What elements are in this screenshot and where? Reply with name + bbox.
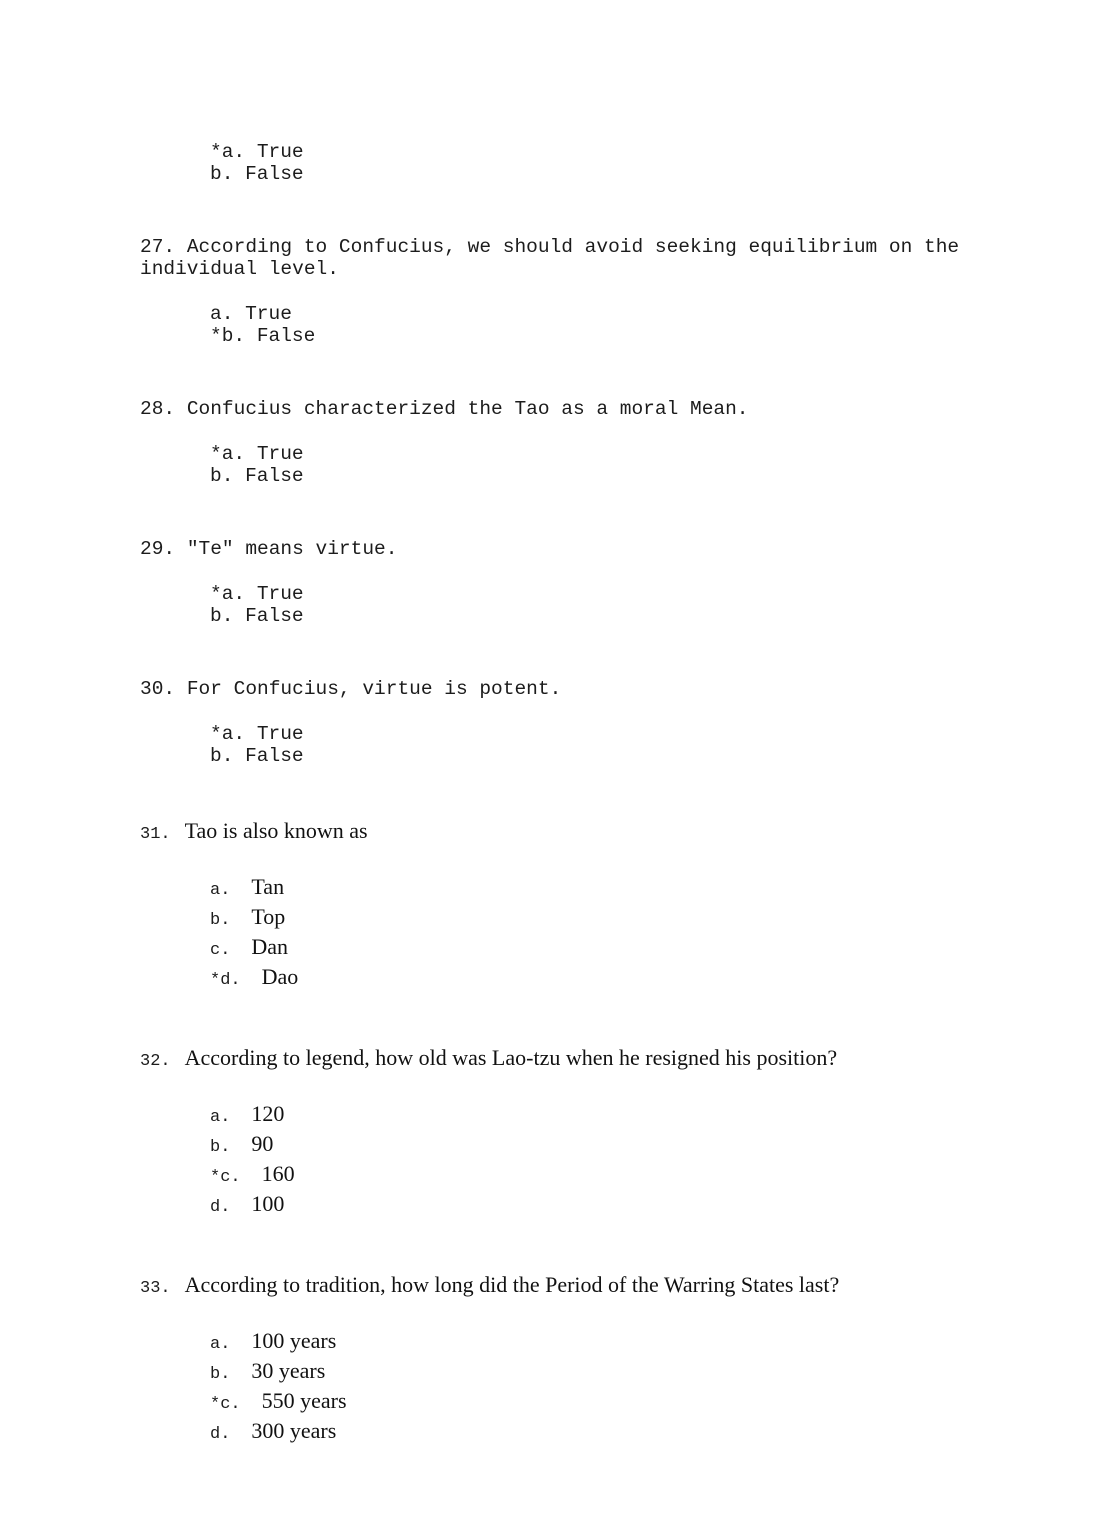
option-label: c. [210,941,231,960]
option-text: True [256,443,304,465]
answer-option [210,1358,980,1388]
question-30 [140,678,980,767]
option-text: False [245,745,304,767]
option-text: True [256,723,304,745]
option-text: False [245,163,304,185]
question-body: According to legend, how old was Lao-tzu when he resigned his position? [184,1045,838,1070]
answer-option [210,325,980,347]
answer-option [210,723,980,745]
option-label: b. [210,605,234,627]
option-text: True [256,141,304,163]
answer-option [210,443,980,465]
option-label: a. [210,303,234,325]
option-text: 160 [261,1161,295,1186]
question-text [140,1045,980,1075]
option-text: 100 [251,1191,285,1216]
option-text: False [256,325,316,347]
option-label: b. [210,745,234,767]
answer-option [210,605,980,627]
option-label: d. [210,1425,231,1444]
option-text: 120 [251,1101,285,1126]
question-number: 31. [140,825,171,844]
option-text: Dan [251,934,289,959]
option-label: *c. [210,1168,241,1187]
option-label: *a. [210,723,246,745]
option-label: *a. [210,443,246,465]
question-body: "Te" means virtue. [186,538,398,560]
answer-option [210,874,980,904]
question-number: 30. [140,678,176,700]
option-text: False [245,465,304,487]
question-number: 29. [140,538,176,560]
answer-option [210,1161,980,1191]
option-text: True [256,583,304,605]
question-body: According to Confucius, we should avoid seeking equilibrium on the individual level. [140,236,960,280]
option-label: *b. [210,325,246,347]
answer-option [210,1388,980,1418]
answer-option [210,1418,980,1448]
question-28 [140,398,980,487]
option-text: 550 years [261,1388,347,1413]
answer-options [210,443,980,487]
question-text [140,678,980,700]
answer-option [210,583,980,605]
answer-option [210,141,980,163]
answer-option [210,1101,980,1131]
option-label: b. [210,911,231,930]
question-body: According to tradition, how long did the Period of the Warring States last? [184,1272,840,1297]
document-content [140,141,980,1448]
option-label: b. [210,1138,231,1157]
answer-option [210,1328,980,1358]
option-text: 300 years [251,1418,337,1443]
question-text [140,398,980,420]
answer-options [210,141,980,185]
answer-option [210,1131,980,1161]
question-number: 33. [140,1279,171,1298]
option-label: b. [210,163,234,185]
answer-option [210,745,980,767]
option-label: a. [210,881,231,900]
answer-options [210,1101,980,1221]
question-32 [140,1045,980,1221]
answer-option [210,163,980,185]
option-text: 100 years [251,1328,337,1353]
question-29 [140,538,980,627]
question-27 [140,236,980,347]
option-label: *d. [210,971,241,990]
option-label: a. [210,1108,231,1127]
question-body: Confucius characterized the Tao as a moral Mean. [186,398,749,420]
question-body: For Confucius, virtue is potent. [186,678,562,700]
answer-options [210,723,980,767]
option-text: 90 [251,1131,274,1156]
option-text: True [245,303,292,325]
question-text [140,1272,980,1302]
option-text: Tan [251,874,285,899]
question-number: 27. [140,236,176,258]
answer-option [210,1191,980,1221]
answer-option [210,465,980,487]
option-text: False [245,605,304,627]
answer-option [210,934,980,964]
option-text: Dao [261,964,299,989]
answer-options [210,583,980,627]
question-body: Tao is also known as [184,818,368,843]
option-label: *a. [210,583,246,605]
question-text [140,818,980,848]
question-31 [140,818,980,994]
question-text [140,236,980,280]
option-text: Top [251,904,286,929]
option-text: 30 years [251,1358,326,1383]
question-number: 32. [140,1052,171,1071]
orphan-options-block [140,141,980,185]
option-label: d. [210,1198,231,1217]
answer-options [210,1328,980,1448]
question-33 [140,1272,980,1448]
option-label: b. [210,1365,231,1384]
option-label: *c. [210,1395,241,1414]
option-label: a. [210,1335,231,1354]
question-number: 28. [140,398,176,420]
option-label: *a. [210,141,246,163]
answer-option [210,303,980,325]
answer-options [210,874,980,994]
question-text [140,538,980,560]
answer-option [210,964,980,994]
answer-options [210,303,980,347]
option-label: b. [210,465,234,487]
answer-option [210,904,980,934]
